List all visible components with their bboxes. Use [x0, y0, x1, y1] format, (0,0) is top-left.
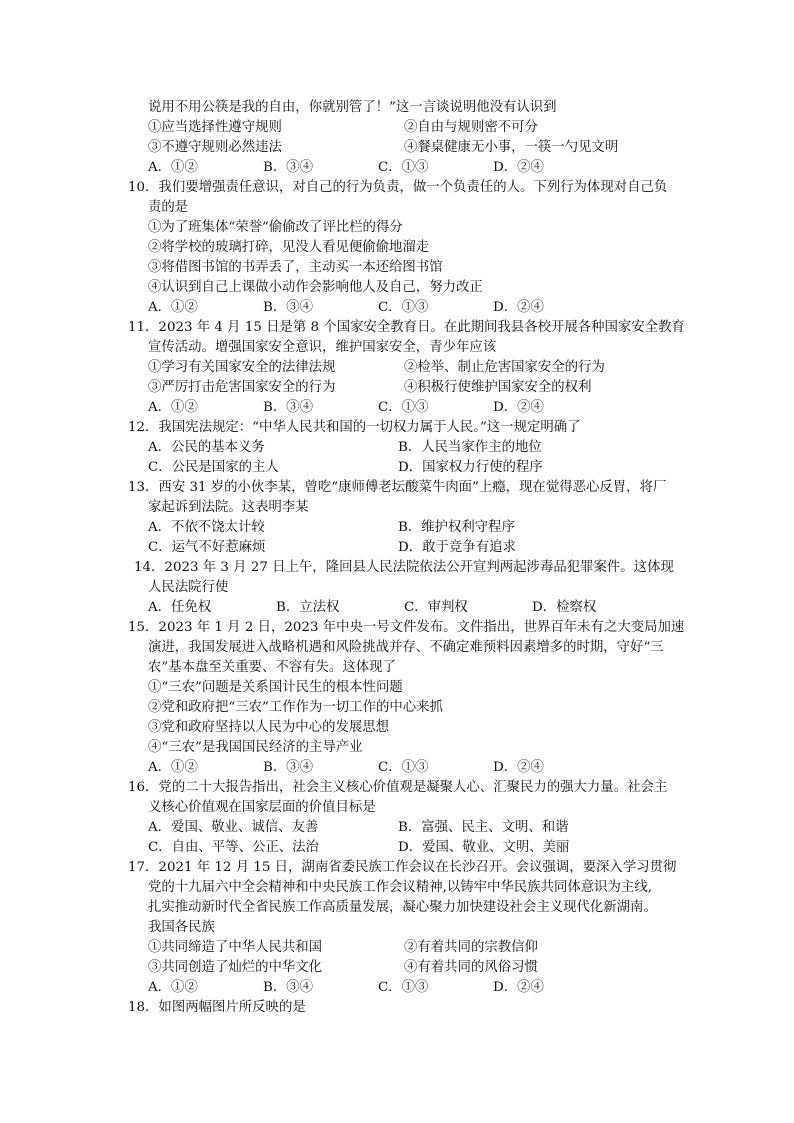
q11-statement-1: ①学习有关国家安全的法律法规 [148, 360, 336, 375]
q15-statement-3: ③党和政府坚持以人民为中心的发展思想 [148, 720, 390, 735]
q17-stem-line-4: 我国各民族 [148, 920, 215, 935]
q9-statement-3: ③不遵守规则必然违法 [148, 140, 282, 155]
q13-option-c: C．运气不好惹麻烦 [148, 540, 266, 555]
q17-options [148, 978, 608, 998]
q14-option-a: A．任免权 [148, 600, 212, 615]
q15-option-a: A．①② [148, 760, 198, 775]
q10-stem-line-1: 10．我们要增强责任意识，对自己的行为负责，做一个负责任的人。下列行为体现对自己负 [128, 180, 668, 195]
q17-option-a: A．①② [148, 980, 198, 995]
q9-option-b: B．③④ [263, 160, 314, 175]
q15-option-b: B．③④ [263, 760, 314, 775]
q11-options [148, 398, 608, 418]
q11-option-b: B．③④ [263, 400, 314, 415]
q16-option-b: B．富强、民主、文明、和谐 [398, 820, 569, 835]
q14-stem-line-1: 14．2023 年 3 月 27 日上午，隆回县人民法院依法公开宣判两起涉毒品犯罪案件。这体现 [134, 560, 674, 575]
q10-option-c: C．①③ [378, 300, 429, 315]
q17-option-c: C．①③ [378, 980, 429, 995]
q9-stem-continued: 说用不用公筷是我的自由，你就别管了！”这一言谈说明他没有认识到 [148, 100, 557, 115]
q9-statement-1: ①应当选择性遵守规则 [148, 120, 282, 135]
q17-stem-line-1: 17．2021 年 12 月 15 日，湖南省委民族工作会议在长沙召开。会议强调，要深入学习贯彻 [128, 860, 677, 875]
q15-option-d: D．②④ [493, 760, 544, 775]
q16-option-a: A．爱国、敬业、诚信、友善 [148, 820, 319, 835]
q17-statement-1: ①共同缔造了中华人民共和国 [148, 940, 323, 955]
q9-option-a: A．①② [148, 160, 198, 175]
q17-option-b: B．③④ [263, 980, 314, 995]
q10-options [148, 298, 608, 318]
q17-stem-line-2: 党的十九届六中全会精神和中央民族工作会议精神,以铸牢中华民族共同体意识为主线, [148, 880, 652, 895]
q10-option-a: A．①② [148, 300, 198, 315]
q15-option-c: C．①③ [378, 760, 429, 775]
q15-options [148, 758, 608, 778]
q9-option-c: C．①③ [378, 160, 429, 175]
q9-statement-4: ④餐桌健康无小事，一筷一勺见文明 [404, 140, 619, 155]
q12-stem: 12．我国宪法规定：“中华人民共和国的一切权力属于人民。”这一规定明确了 [128, 420, 581, 435]
q9-option-d: D．②④ [493, 160, 544, 175]
q13-option-d: D．敢于竞争有追求 [398, 540, 516, 555]
q11-statement-4: ④积极行使维护国家安全的权利 [404, 380, 592, 395]
q15-statement-2: ②党和政府把“三农”工作作为一切工作的中心来抓 [148, 700, 443, 715]
q9-statement-2: ②自由与规则密不可分 [404, 120, 538, 135]
q18-stem: 18．如图两幅图片所反映的是 [128, 1000, 306, 1015]
q15-statement-1: ①“三农”问题是关系国计民生的根本性问题 [148, 680, 403, 695]
q14-option-b: B．立法权 [276, 600, 340, 615]
q10-statement-1: ①为了班集体“荣誉”偷偷改了评比栏的得分 [148, 220, 403, 235]
q13-stem-line-2: 家起诉到法院。这表明李某 [148, 500, 309, 515]
q10-option-d: D．②④ [493, 300, 544, 315]
q10-statement-2: ②将学校的玻璃打碎，见没人看见便偷偷地溜走 [148, 240, 430, 255]
q11-stem-line-2: 宣传活动。增强国家安全意识，维护国家安全，青少年应该 [148, 340, 497, 355]
q14-option-d: D．检察权 [532, 600, 597, 615]
q15-stem-line-2: 演进，我国发展进入战略机遇和风险挑战并存、不确定难预料因素增多的时期，守好“三 [148, 640, 664, 655]
q11-option-a: A．①② [148, 400, 198, 415]
q13-option-b: B．维护权利守程序 [398, 520, 515, 535]
q16-stem-line-2: 义核心价值观在国家层面的价值目标是 [148, 800, 376, 815]
q14-options [148, 598, 618, 618]
q11-option-c: C．①③ [378, 400, 429, 415]
q10-stem-line-2: 责的是 [148, 200, 189, 215]
q12-option-a: A．公民的基本义务 [148, 440, 265, 455]
q11-stem-line-1: 11．2023 年 4 月 15 日是第 8 个国家安全教育日。在此期间我县各校开展各种国家安全教育 [128, 320, 685, 335]
q16-option-c: C．自由、平等、公正、法治 [148, 840, 319, 855]
q12-option-b: B．人民当家作主的地位 [398, 440, 542, 455]
q16-stem-line-1: 16．党的二十大报告指出，社会主义核心价值观是凝聚人心、汇聚民力的强大力量。社会主 [128, 780, 668, 795]
q16-option-d: D．爱国、敬业、文明、美丽 [398, 840, 570, 855]
q10-option-b: B．③④ [263, 300, 314, 315]
q15-stem-line-1: 15．2023 年 1 月 2 日，2023 年中央一号文件发布。文件指出，世界百年未有之大变局加速 [128, 620, 685, 635]
q12-option-d: D．国家权力行使的程序 [398, 460, 543, 475]
q11-statement-3: ③严厉打击危害国家安全的行为 [148, 380, 336, 395]
q15-stem-line-3: 农”基本盘至关重要、不容有失。这体现了 [148, 660, 396, 675]
q17-statement-3: ③共同创造了灿烂的中华文化 [148, 960, 323, 975]
q13-option-a: A．不依不饶太计较 [148, 520, 265, 535]
q17-stem-line-3: 扎实推动新时代全省民族工作高质量发展，凝心聚力加快建设社会主义现代化新湖南。 [148, 900, 657, 915]
q14-stem-line-2: 人民法院行使 [148, 580, 229, 595]
q15-statement-4: ④“三农”是我国国民经济的主导产业 [148, 740, 363, 755]
q13-stem-line-1: 13．西安 31 岁的小伙李某，曾吃“康师傅老坛酸菜牛肉面”上瘾，现在觉得恶心反胃，将厂 [128, 480, 667, 495]
q17-statement-2: ②有着共同的宗教信仰 [404, 940, 538, 955]
q12-option-c: C．公民是国家的主人 [148, 460, 279, 475]
q11-statement-2: ②检举、制止危害国家安全的行为 [404, 360, 605, 375]
q10-statement-3: ③将借图书馆的书弄丢了，主动买一本还给图书馆 [148, 260, 443, 275]
q14-option-c: C．审判权 [404, 600, 468, 615]
q17-statement-4: ④有着共同的风俗习惯 [404, 960, 538, 975]
q11-option-d: D．②④ [493, 400, 544, 415]
q17-option-d: D．②④ [493, 980, 544, 995]
q9-options [148, 158, 608, 178]
q10-statement-4: ④认识到自己上课做小动作会影响他人及自己，努力改正 [148, 280, 483, 295]
